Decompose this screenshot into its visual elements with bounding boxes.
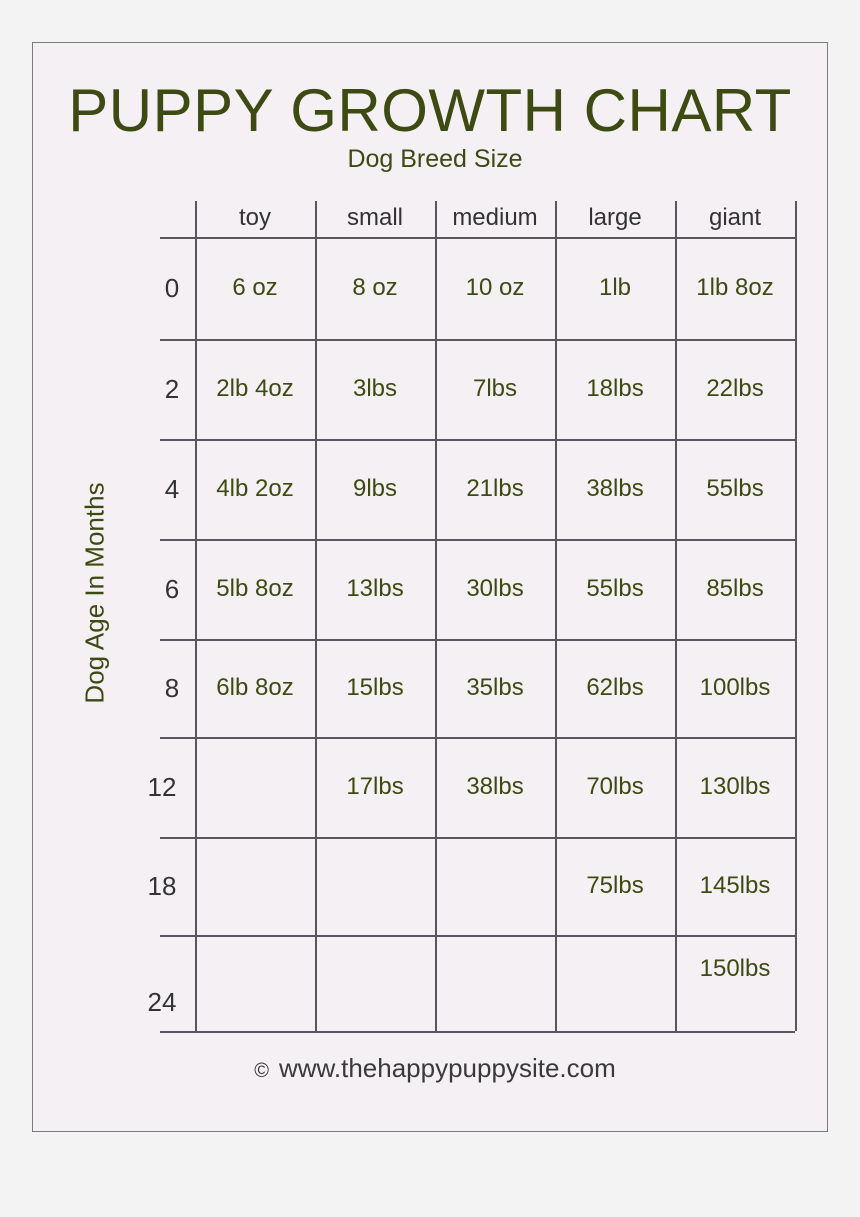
table-cell: 38lbs bbox=[466, 773, 524, 800]
table-cell: 70lbs bbox=[586, 773, 644, 800]
table-cell: 13lbs bbox=[346, 575, 404, 602]
table-cell: 35lbs bbox=[466, 674, 524, 701]
row-header-age: 24 bbox=[147, 987, 177, 1017]
table-cell: 6lb 8oz bbox=[216, 674, 294, 701]
table-row-divider bbox=[160, 935, 795, 937]
table-cell bbox=[195, 939, 315, 999]
row-header-age: 12 bbox=[147, 772, 177, 802]
table-cell: 9lbs bbox=[352, 475, 398, 502]
table-cell: 8 oz bbox=[352, 274, 398, 301]
chart-card bbox=[32, 42, 828, 1132]
table-cell bbox=[315, 939, 435, 999]
row-header-age: 4 bbox=[164, 474, 180, 504]
column-header-medium: medium bbox=[452, 204, 538, 231]
table-cell: 38lbs bbox=[586, 475, 644, 502]
table-cell: 5lb 8oz bbox=[216, 575, 294, 602]
table-cell: 10 oz bbox=[465, 274, 525, 301]
growth-table bbox=[33, 43, 827, 1131]
table-cell: 55lbs bbox=[586, 575, 644, 602]
table-cell: 3lbs bbox=[352, 375, 398, 402]
table-cell: 75lbs bbox=[586, 872, 644, 899]
table-cell: 150lbs bbox=[699, 955, 771, 982]
table-cell bbox=[435, 939, 555, 999]
table-cell bbox=[195, 837, 315, 935]
table-cell: 22lbs bbox=[706, 375, 764, 402]
row-header-age: 8 bbox=[164, 673, 180, 703]
table-cell: 100lbs bbox=[699, 674, 771, 701]
column-header-small: small bbox=[346, 204, 403, 231]
column-axis-label: Dog Breed Size bbox=[347, 145, 523, 173]
table-row-divider bbox=[160, 1031, 795, 1033]
row-header-age: 2 bbox=[164, 374, 180, 404]
table-cell: 1lb 8oz bbox=[696, 274, 774, 301]
table-cell bbox=[435, 837, 555, 935]
column-header-giant: giant bbox=[708, 204, 762, 231]
page-title: PUPPY GROWTH CHART bbox=[68, 77, 792, 144]
table-cell: 130lbs bbox=[699, 773, 771, 800]
table-cell: 55lbs bbox=[706, 475, 764, 502]
table-cell: 6 oz bbox=[232, 274, 278, 301]
table-cell: 17lbs bbox=[346, 773, 404, 800]
row-header-age: 6 bbox=[164, 574, 180, 604]
footer-url: www.thehappypuppysite.com bbox=[279, 1053, 616, 1083]
table-cell bbox=[195, 737, 315, 837]
table-column-divider bbox=[795, 201, 797, 1031]
table-cell: 1lb bbox=[598, 274, 632, 301]
table-cell: 7lbs bbox=[472, 375, 518, 402]
table-cell: 30lbs bbox=[466, 575, 524, 602]
table-cell: 15lbs bbox=[346, 674, 404, 701]
table-cell: 62lbs bbox=[586, 674, 644, 701]
row-header-age: 0 bbox=[164, 273, 180, 303]
table-cell: 85lbs bbox=[706, 575, 764, 602]
table-cell bbox=[315, 837, 435, 935]
column-header-toy: toy bbox=[238, 204, 271, 231]
table-cell: 4lb 2oz bbox=[216, 475, 294, 502]
column-header-large: large bbox=[588, 204, 642, 231]
row-header-age: 18 bbox=[147, 871, 177, 901]
table-cell bbox=[555, 939, 675, 999]
table-cell: 145lbs bbox=[699, 872, 771, 899]
table-cell: 21lbs bbox=[466, 475, 524, 502]
row-axis-label: Dog Age In Months bbox=[79, 482, 110, 704]
footer-credit bbox=[33, 1053, 827, 1084]
copyright-icon: © bbox=[254, 1060, 269, 1082]
table-cell: 18lbs bbox=[586, 375, 644, 402]
table-cell: 2lb 4oz bbox=[216, 375, 294, 402]
